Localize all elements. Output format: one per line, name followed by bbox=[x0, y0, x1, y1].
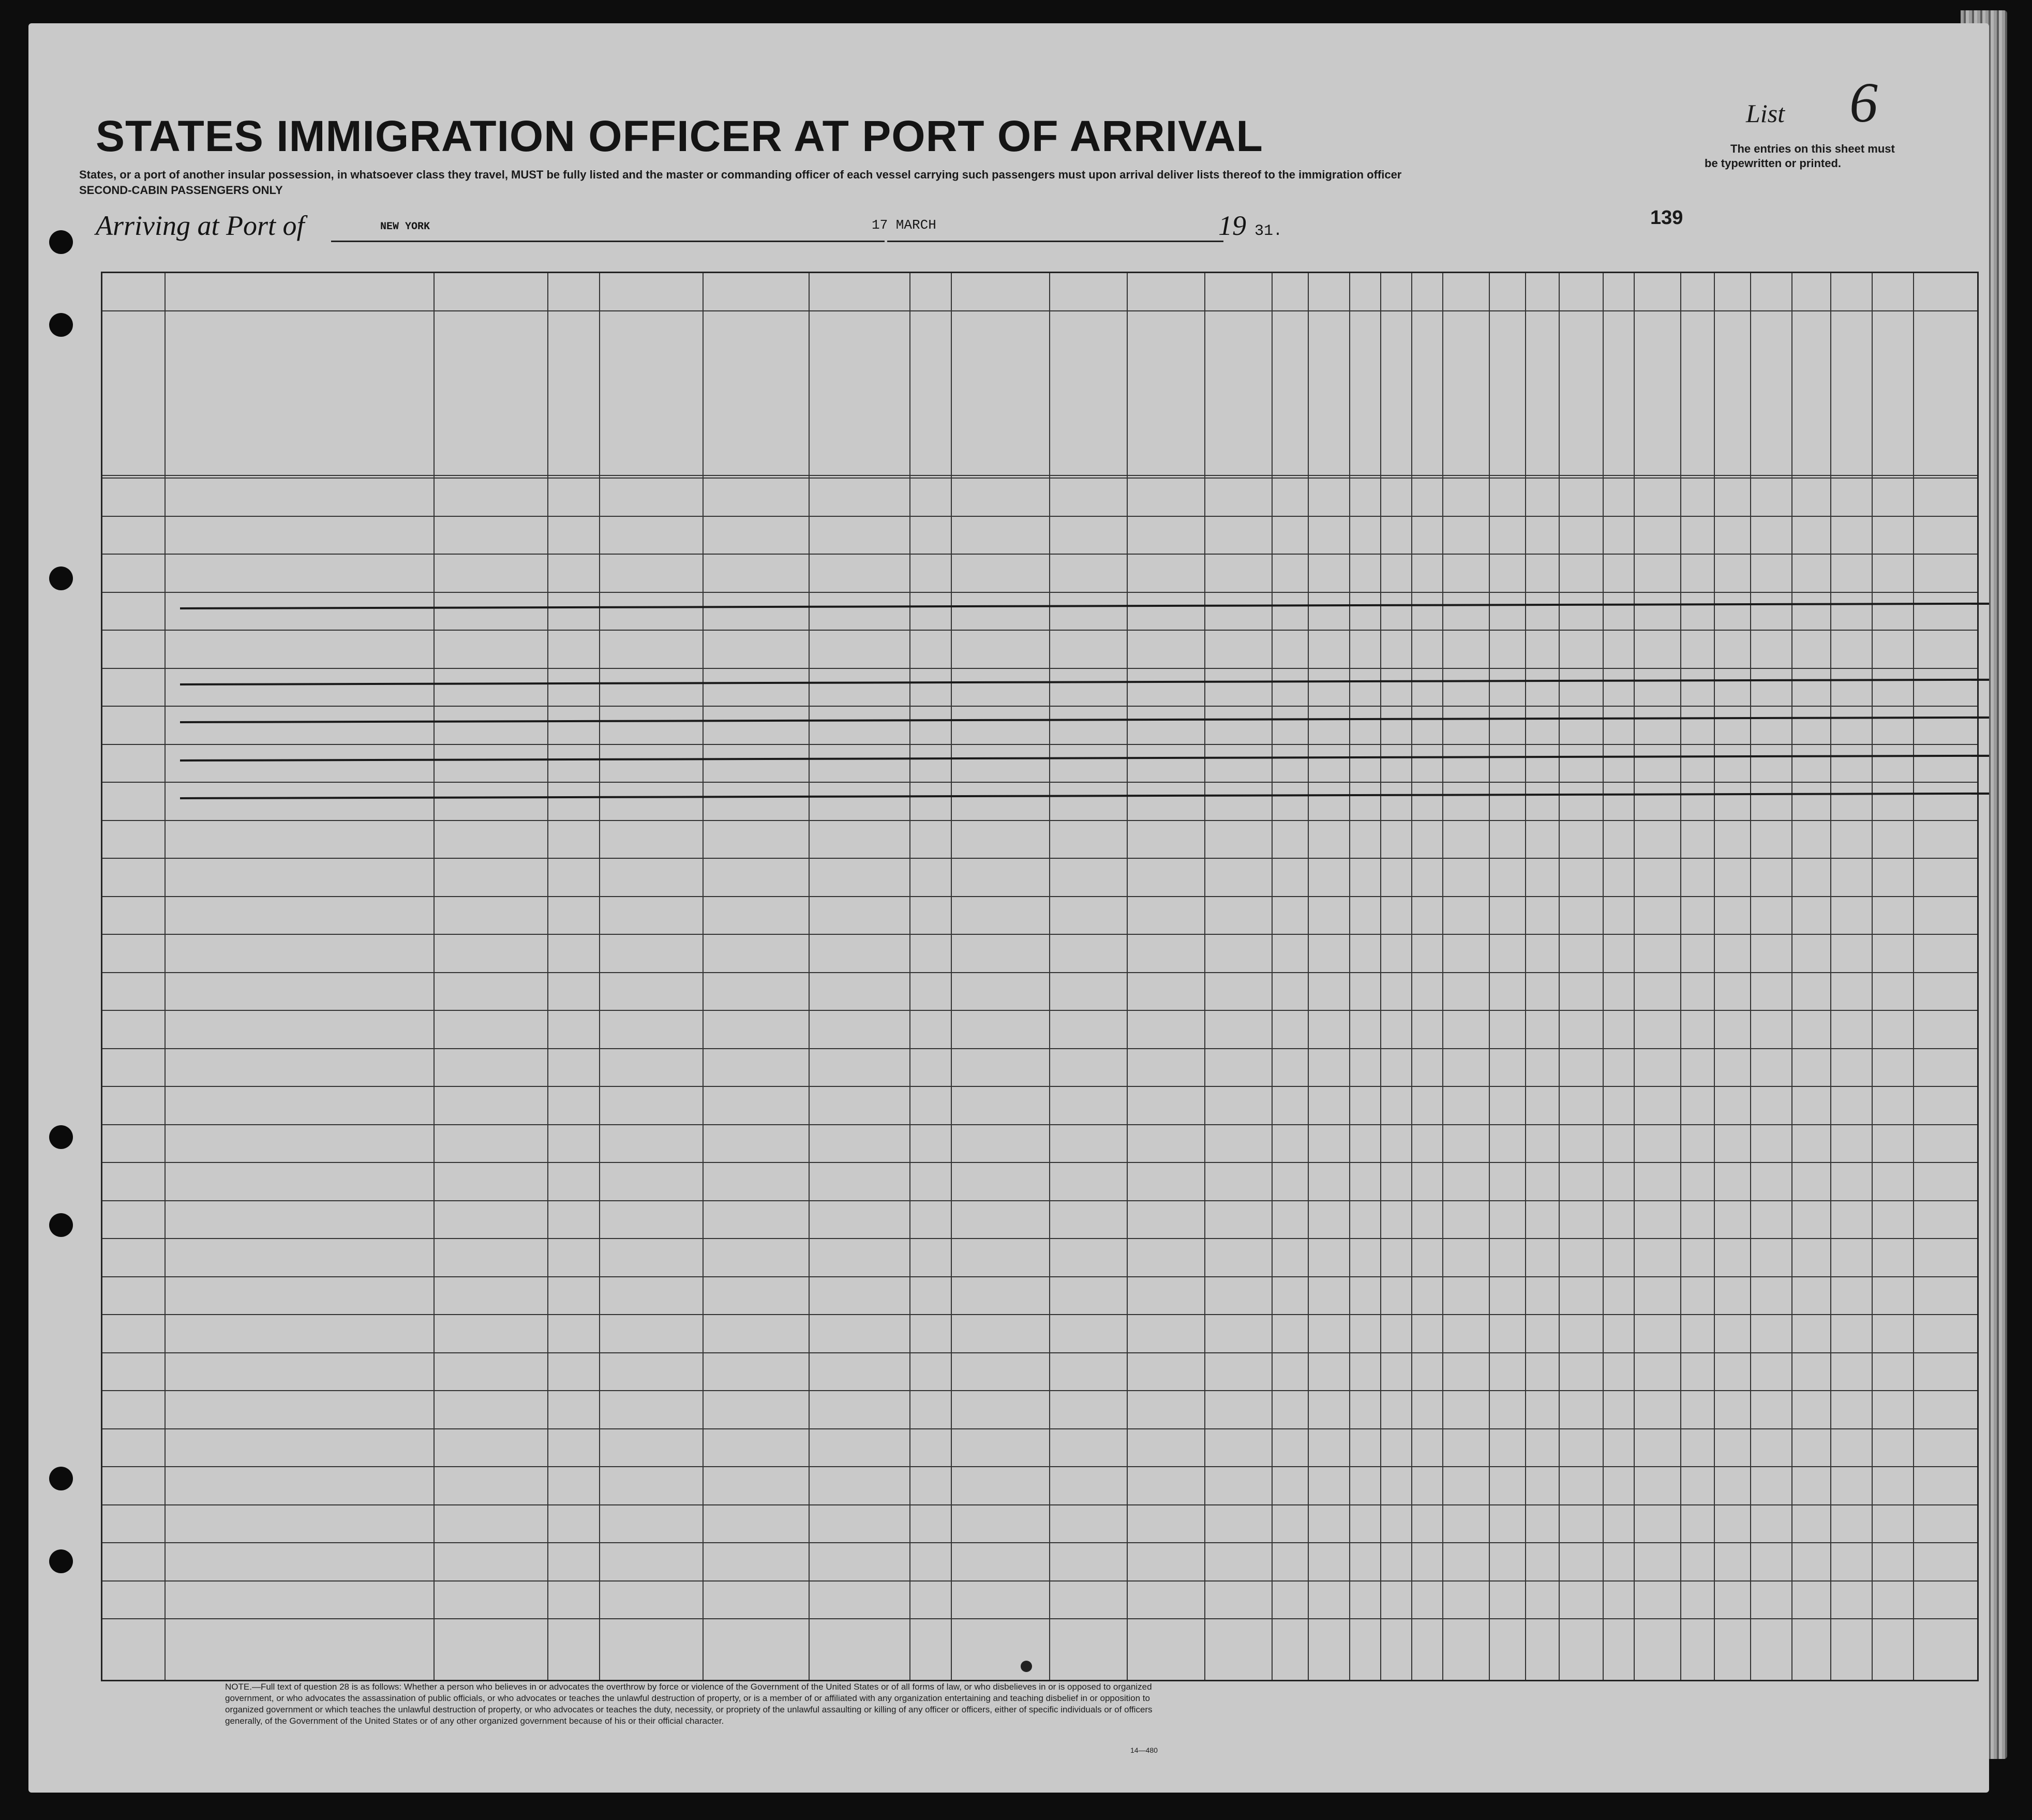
header-top-divider bbox=[102, 310, 1977, 311]
row-divider bbox=[102, 1390, 1977, 1391]
row-divider bbox=[102, 1238, 1977, 1239]
cancel-strike-line bbox=[180, 754, 1989, 761]
column-divider bbox=[1411, 273, 1412, 1680]
row-divider bbox=[102, 706, 1977, 707]
column-divider bbox=[909, 273, 910, 1680]
row-divider bbox=[102, 858, 1977, 859]
row-divider bbox=[102, 782, 1977, 783]
manifest-sheet bbox=[28, 23, 1989, 1793]
manifest-table bbox=[101, 272, 1979, 1681]
column-divider bbox=[1489, 273, 1490, 1680]
binder-hole bbox=[49, 1549, 73, 1573]
cancel-strike-line bbox=[180, 717, 1989, 723]
subtitle-line-1: States, or a port of another insular possession, in whatsoever class they travel, MUST be fully listed and the master or commanding officer of each vessel carrying such passengers must upon arrival deliver lists thereof to the immigration officer bbox=[79, 168, 1402, 181]
column-divider bbox=[1830, 273, 1831, 1680]
column-divider bbox=[165, 273, 166, 1680]
subtitle-line-2: SECOND-CABIN PASSENGERS ONLY bbox=[79, 184, 283, 197]
column-divider bbox=[1349, 273, 1350, 1680]
column-divider bbox=[1791, 273, 1792, 1680]
row-divider bbox=[102, 516, 1977, 517]
row-divider bbox=[102, 820, 1977, 821]
column-divider bbox=[1603, 273, 1604, 1680]
row-divider bbox=[102, 1618, 1977, 1619]
row-divider bbox=[102, 1124, 1977, 1125]
cancel-strike-line bbox=[180, 678, 1989, 685]
column-divider bbox=[809, 273, 810, 1680]
row-divider bbox=[102, 934, 1977, 935]
column-divider bbox=[1750, 273, 1751, 1680]
binder-hole bbox=[49, 1467, 73, 1490]
date-rule bbox=[887, 241, 1223, 242]
row-divider bbox=[102, 1086, 1977, 1087]
row-divider bbox=[102, 478, 1977, 479]
binder-hole bbox=[49, 313, 73, 337]
column-divider bbox=[1680, 273, 1681, 1680]
column-divider bbox=[1127, 273, 1128, 1680]
year-suffix: 31. bbox=[1254, 222, 1283, 240]
column-divider bbox=[434, 273, 435, 1680]
grommet bbox=[1021, 1661, 1032, 1672]
binder-hole bbox=[49, 1213, 73, 1237]
binder-hole bbox=[49, 566, 73, 590]
row-divider bbox=[102, 668, 1977, 669]
column-divider bbox=[1634, 273, 1635, 1680]
binder-hole bbox=[49, 230, 73, 254]
cancel-strike-line bbox=[180, 793, 1989, 799]
port-value: NEW YORK bbox=[380, 221, 430, 233]
year-prefix: 19 bbox=[1218, 210, 1246, 241]
column-divider bbox=[951, 273, 952, 1680]
cancel-strike-line bbox=[180, 602, 1989, 609]
row-divider bbox=[102, 1162, 1977, 1163]
row-divider bbox=[102, 1504, 1977, 1505]
form-number: 14—480 bbox=[1130, 1746, 1158, 1754]
row-divider bbox=[102, 554, 1977, 555]
row-divider bbox=[102, 1314, 1977, 1315]
column-divider bbox=[1204, 273, 1205, 1680]
date-value: 17 MARCH bbox=[872, 217, 936, 233]
port-rule bbox=[331, 241, 885, 242]
row-divider bbox=[102, 1276, 1977, 1277]
row-divider bbox=[102, 592, 1977, 593]
column-divider bbox=[1308, 273, 1309, 1680]
column-divider bbox=[547, 273, 548, 1680]
list-label: List bbox=[1746, 99, 1785, 128]
row-divider bbox=[102, 972, 1977, 973]
header-bottom-divider bbox=[102, 475, 1977, 476]
page-title: STATES IMMIGRATION OFFICER AT PORT OF ARRIVAL bbox=[96, 112, 1263, 160]
typewritten-note-1: The entries on this sheet must bbox=[1730, 142, 1895, 155]
row-divider bbox=[102, 1048, 1977, 1049]
row-divider bbox=[102, 744, 1977, 745]
list-number: 6 bbox=[1849, 71, 1878, 134]
row-divider bbox=[102, 1010, 1977, 1011]
row-divider bbox=[102, 630, 1977, 631]
column-divider bbox=[1559, 273, 1560, 1680]
row-divider bbox=[102, 1580, 1977, 1582]
row-divider bbox=[102, 1466, 1977, 1467]
column-divider bbox=[1525, 273, 1526, 1680]
column-divider bbox=[1272, 273, 1273, 1680]
column-divider bbox=[1442, 273, 1443, 1680]
row-divider bbox=[102, 1542, 1977, 1543]
binder-hole bbox=[49, 1125, 73, 1149]
row-divider bbox=[102, 1200, 1977, 1201]
row-divider bbox=[102, 896, 1977, 897]
arriving-label: Arriving at Port of bbox=[96, 210, 305, 241]
page-number: 139 bbox=[1650, 207, 1683, 229]
row-divider bbox=[102, 1352, 1977, 1353]
column-divider bbox=[1714, 273, 1715, 1680]
footer-note: NOTE.—Full text of question 28 is as follows: Whether a person who believes in or advocates the overthrow by force or violence of the Government of the United States or of all forms of law, or who disbelieves in or is opposed to organized government, or who advocates the assassination of public officials, or who advocates or teaches the unlawful destruction of property, or is a member of or affiliated with any organization entertaining and teaching disbelief in or opposition to organized government or which teaches the unlawful destruction of property, or who advocates or teaches the duty, necessity, or propriety of the unlawful assaulting or killing of any officer or officers, either of specific individuals or of officers generally, of the Government of the United States or of any other organized government because of his or their official character. bbox=[225, 1682, 1153, 1726]
column-divider bbox=[1049, 273, 1050, 1680]
row-divider bbox=[102, 1428, 1977, 1429]
column-divider bbox=[599, 273, 600, 1680]
column-divider bbox=[1380, 273, 1381, 1680]
column-divider bbox=[1872, 273, 1873, 1680]
column-divider bbox=[703, 273, 704, 1680]
typewritten-note-2: be typewritten or printed. bbox=[1705, 157, 1842, 170]
column-divider bbox=[1913, 273, 1914, 1680]
